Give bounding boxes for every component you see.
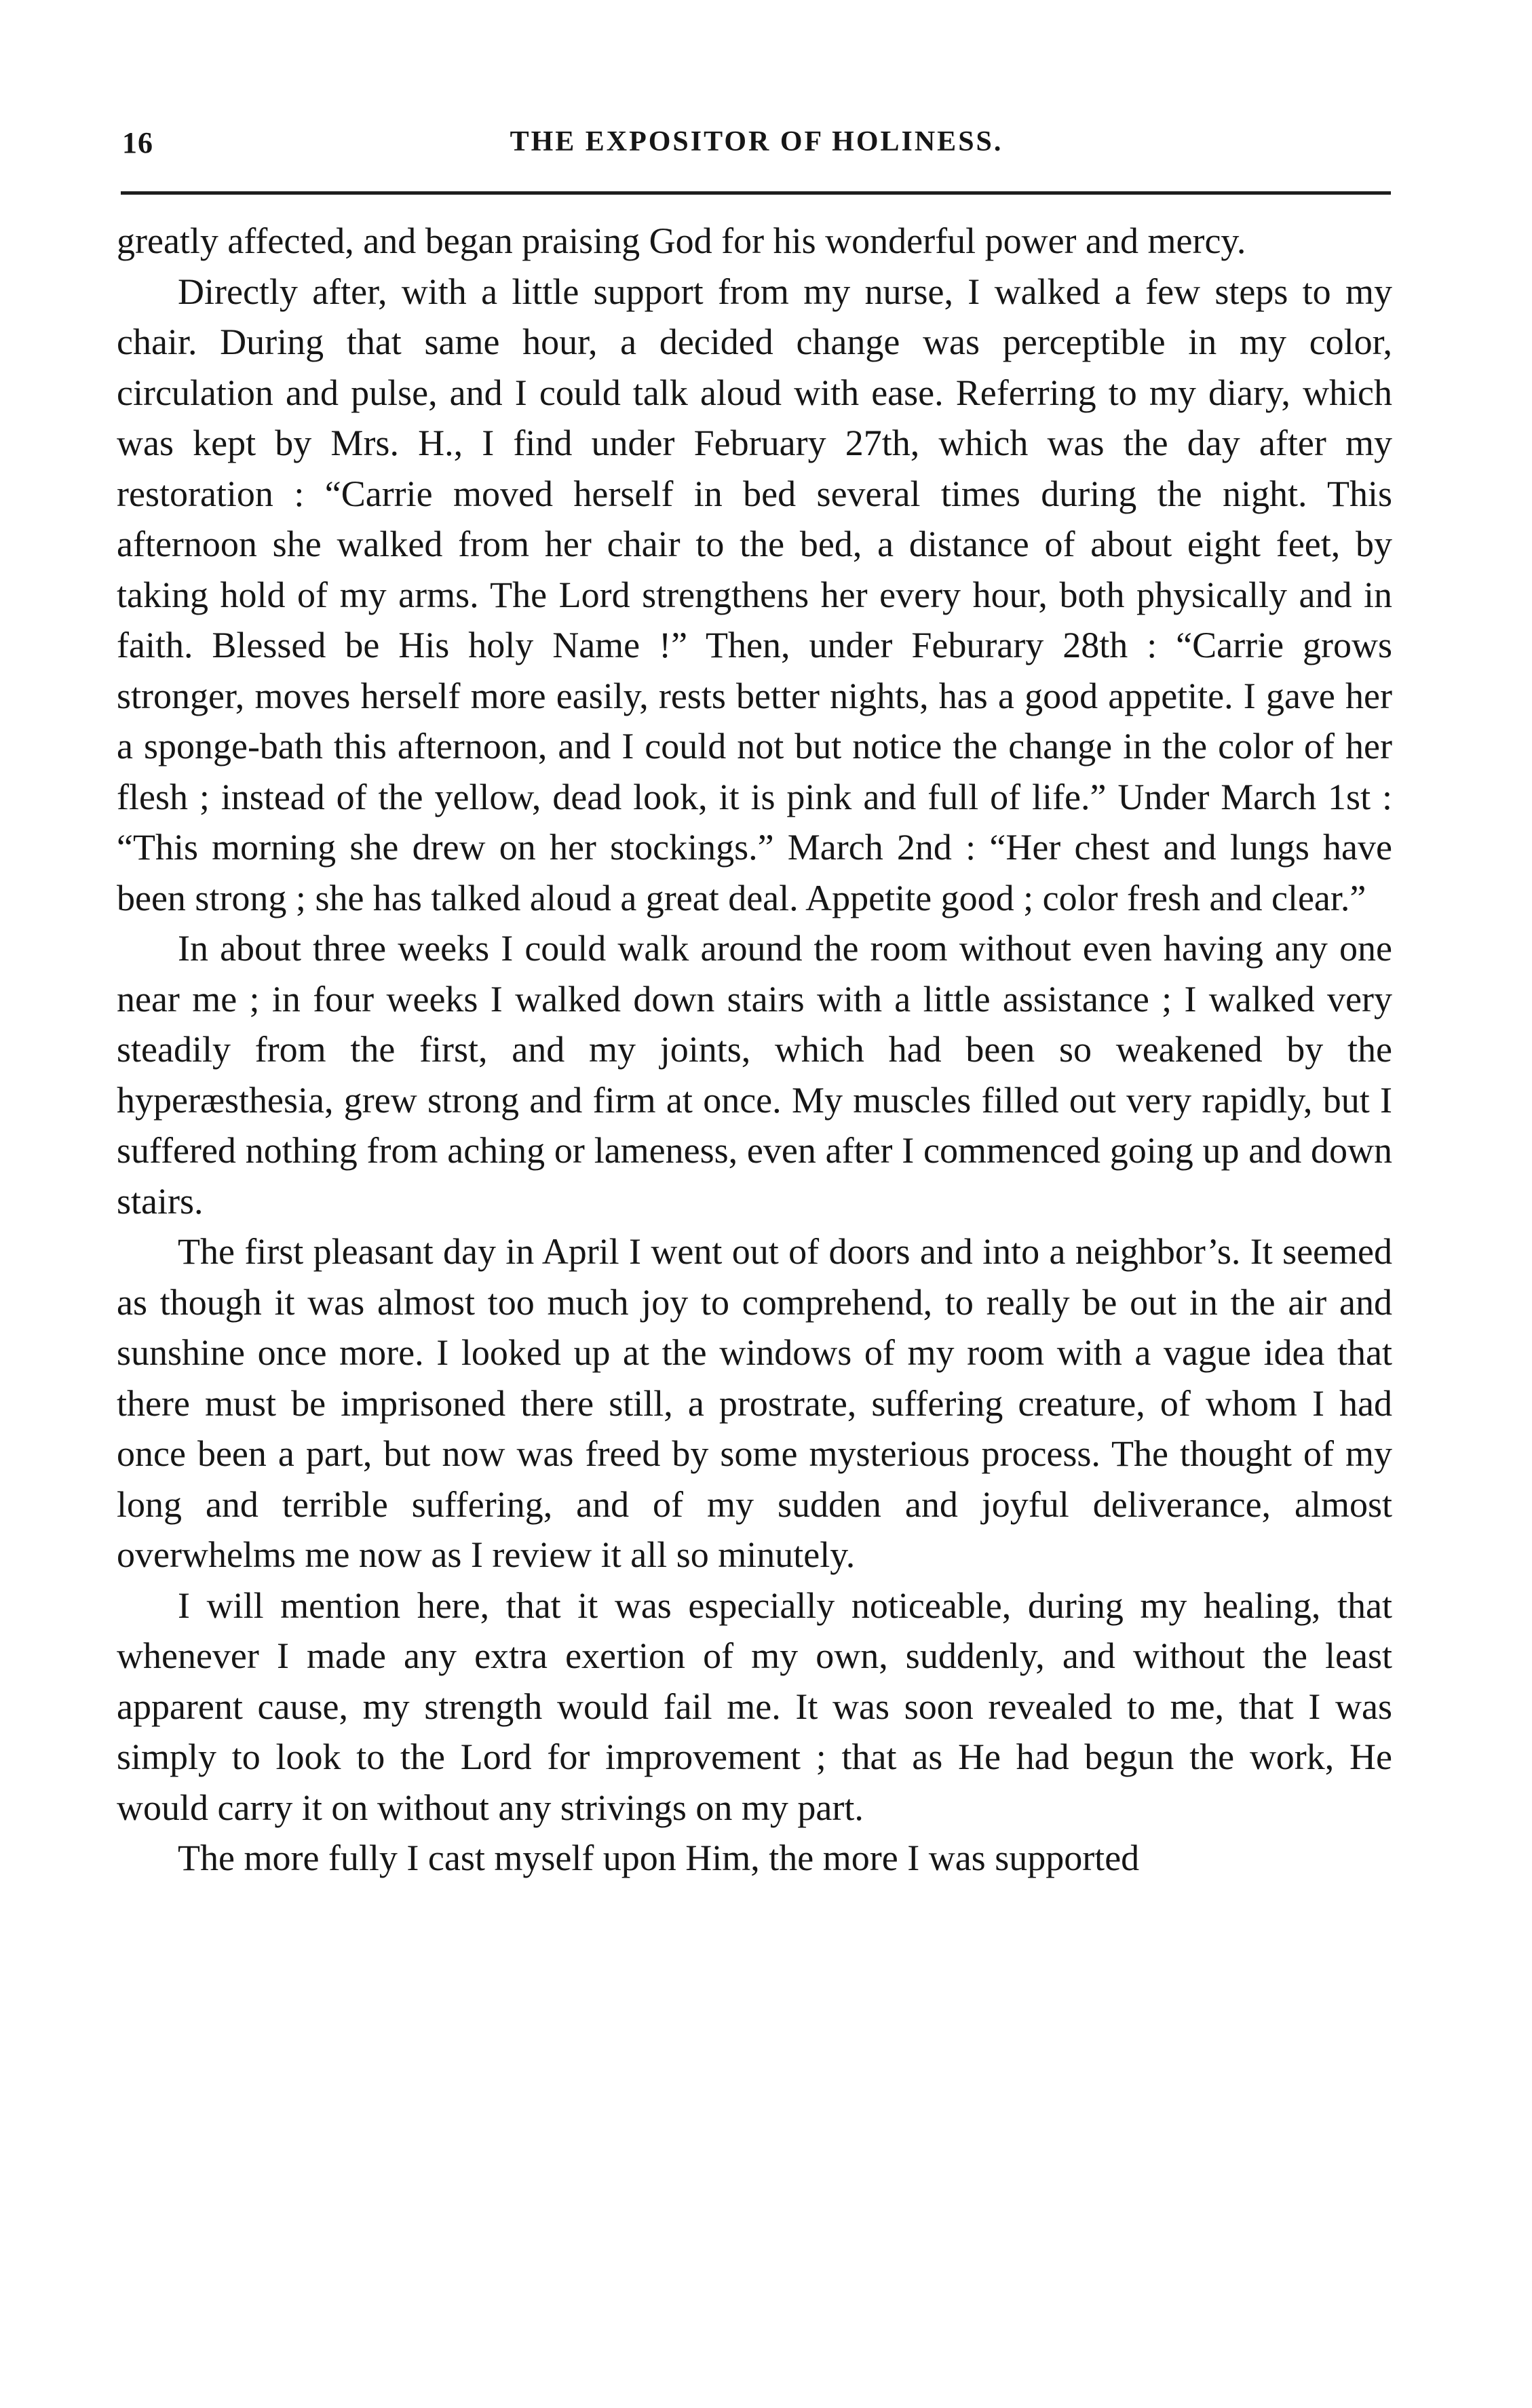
header-rule [121, 191, 1391, 195]
paragraph-diary: Directly after, with a little support from my nurse, I walked a few steps to my chair. During that same hour, a decided change was perceptible in my color, circulation and pulse, and I could talk aloud with ease. Referring to my diary, which was kept by Mrs. H., I find under February 27th, which was the day after my restoration : “Carrie moved herself in bed several times during the night. This afternoon she walked from her chair to the bed, a distance of about eight feet, by taking hold of my arms. The Lord strengthens her every hour, both physically and in faith. Blessed be His holy Name !” Then, under Feburary 28th : “Carrie grows stronger, moves herself more easily, rests better nights, has a good appetite. I gave her a sponge-bath this afternoon, and I could not but notice the change in the color of her flesh ; instead of the yellow, dead look, it is pink and full of life.” Under March 1st : “This morning she drew on her stockings.” March 2nd : “Her chest and lungs have been strong ; she has talked aloud a great deal. Appetite good ; color fresh and clear.” [117, 271, 1392, 918]
body-text [117, 216, 1392, 1884]
page-header [122, 125, 1391, 173]
page-number: 16 [122, 126, 153, 159]
paragraph-exertion: I will mention here, that it was especially noticeable, during my healing, that whenever I made any extra exertion of my own, suddenly, and without the least apparent cause, my strength would fail me. It was soon revealed to me, that I was simply to look to the Lord for improvement ; that as He had begun the work, He would carry it on without any strivings on my part. [117, 1585, 1392, 1828]
paragraph-continued: greatly affected, and began praising God for his wonderful power and mercy. [117, 220, 1246, 261]
paragraph-final: The more fully I cast myself upon Him, the more I was supported [178, 1838, 1140, 1878]
running-title: THE EXPOSITOR OF HOLINESS. [510, 126, 1003, 157]
paragraph-april: The first pleasant day in April I went out of doors and into a neighbor’s. It seemed as though it was almost too much joy to comprehend, to really be out in the air and sunshine once more. I looked up at the windows of my room with a vague idea that there must be imprisoned there still, a prostrate, suffering creature, of whom I had once been a part, but now was freed by some mysterious process. The thought of my long and terrible suffering, and of my sudden and joyful deliverance, almost overwhelms me now as I review it all so minutely. [117, 1231, 1392, 1575]
paragraph-walking: In about three weeks I could walk around the room without even having any one near me ; in four weeks I walked down stairs with a little assistance ; I walked very steadily from the first, and my joints, which had been so weakened by the hyperæsthesia, grew strong and firm at once. My muscles filled out very rapidly, but I suffered nothing from aching or lameness, even after I commenced going up and down stairs. [117, 928, 1392, 1222]
